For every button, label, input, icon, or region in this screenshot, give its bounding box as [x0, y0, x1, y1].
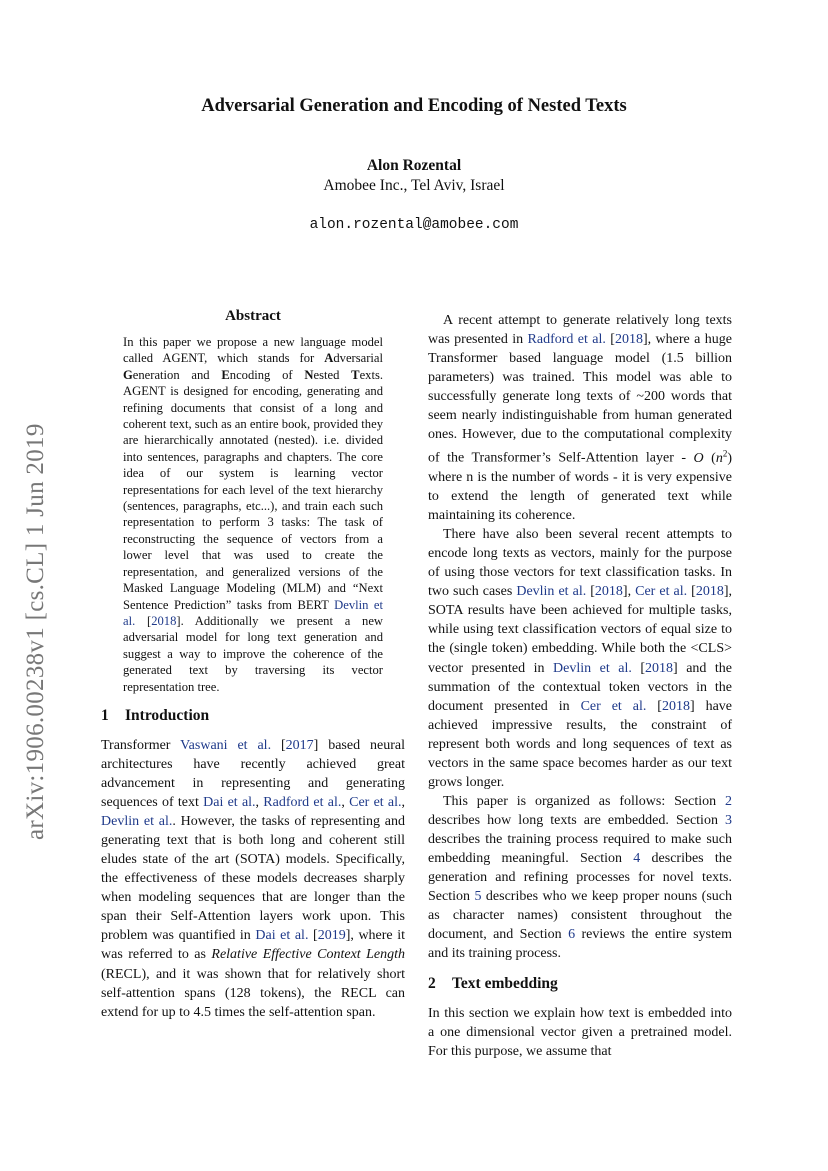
- citation-link[interactable]: Radford et al.: [527, 332, 606, 348]
- section-ref-link[interactable]: 5: [474, 889, 482, 905]
- section-heading-text-embedding: 2 Text embedding: [428, 975, 558, 993]
- abstract-heading: Abstract: [225, 308, 281, 324]
- citation-year-link[interactable]: 2019: [317, 928, 346, 944]
- citation-link[interactable]: Devlin et al.: [516, 584, 587, 600]
- paragraph-long-text-generation: A recent attempt to generate relatively long texts was presented in Radford et al. [2018], where a huge Transformer based language model (1.5 billion parameters) was trained. This model was able to successfully generate long texts of ~200 words that seem nearly indistinguishable from human generated ones. However, due to the computational complexity of the Transformer’s Self-Attention layer - O $(n^2)$ where n is the number of words - it is very expensive to extend the length of generated text while maintaining its coherence.: [428, 313, 732, 524]
- right-column: [428, 311, 732, 1061]
- arxiv-stamp: arXiv:1906.00238v1 [cs.CL] 1 Jun 2019: [22, 423, 49, 840]
- citation-year-link[interactable]: 2018: [594, 584, 623, 600]
- citation-link[interactable]: Cer et al.: [349, 795, 402, 811]
- citation-link[interactable]: Cer et al.: [580, 698, 647, 714]
- citation-link[interactable]: Vaswani et al.: [180, 737, 272, 753]
- author-name: Alon Rozental: [366, 157, 462, 174]
- text-embedding-paragraph: In this section we explain how text is embedded into a one dimensional vector given a pretrained model. For this purpose, we assume that: [428, 1006, 732, 1060]
- citation-year-link[interactable]: 2018: [661, 698, 690, 714]
- citation-link[interactable]: Cer et al.: [635, 584, 688, 600]
- citation-year-link[interactable]: 2017: [285, 737, 314, 753]
- section-ref-link[interactable]: 4: [633, 850, 641, 866]
- paragraph-long-text-encoding: There have also been several recent attempts to encode long texts as vectors, mainly for the purpose of using those vectors for text classification tasks. In two such cases Devlin et al. [2018], Cer et al. [2018], SOTA results have been achieved for multiple tasks, while using text classification vectors of equal size to the (single token) embedding. While both the <CLS> vector presented in Devlin et al. [2018] and the summation of the contextual token vectors in the document presented in Cer et al. [2018] have achieved impressive results, the constraint of represent both words and long sequences of text as vectors in the same space becomes harder as our text grows longer.: [428, 527, 733, 790]
- citation-link[interactable]: Dai et al.: [255, 928, 309, 944]
- citation-link[interactable]: Devlin et al.: [123, 597, 383, 628]
- complexity-formula: O $(n^2)$: [693, 448, 732, 466]
- intro-paragraph: Transformer Vaswani et al. [2017] based neural architectures have recently achieved great advancement in representing and generating sequences of text Dai et al., Radford et al., Cer et al., Devlin et al.. However, the tasks of representing and generating text that is both long and coherent still eludes state of the art (SOTA) models. Specifically, the effectiveness of these models decreases sharply when modeling sequences that are longer than the span their Self-Attention layers work upon. This problem was quantified in Dai et al. [2019], where it was referred to as Relative Effective Context Length (RECL), and it was shown that for relatively short self-attention spans (128 tokens), the RECL can extend for up to 4.5 times the self-attention span.: [101, 737, 406, 1020]
- author-email: alon.rozental@amobee.com: [309, 217, 519, 233]
- section-ref-link[interactable]: 2: [725, 793, 732, 809]
- citation-year-link[interactable]: 2018: [695, 584, 724, 600]
- author-affiliation: Amobee Inc., Tel Aviv, Israel: [323, 177, 505, 194]
- section-ref-link[interactable]: 3: [725, 812, 732, 828]
- paper-title: Adversarial Generation and Encoding of Nested Texts: [201, 96, 627, 116]
- citation-link[interactable]: Devlin et al.: [101, 814, 173, 830]
- citation-link[interactable]: Radford et al.: [263, 795, 342, 811]
- citation-year-link[interactable]: 2018: [645, 660, 674, 676]
- abstract-text: In this paper we propose a new language model called AGENT, which stands for Adversarial Generation and Encoding of Nested Texts. AGENT is designed for encoding, generating and refining documents that consist of a long and coherent text, such as an entire book, provided they are hierarchically annotated (nested). i.e. divided into sentences, paragraphs and chapters. The core idea of our system is learning vector representations for each level of the text hierarchy (sentences, paragraphs, etc...), and train each such representation to perform 3 tasks: The task of reconstructing the sequence of vectors from a lower level that was used to create the representation, and generalized versions of the Masked Language Modeling (MLM) and “Next Sentence Prediction” tasks from BERT Devlin et al. [2018]. Additionally we present a new adversarial model for long text generation and suggest a way to improve the coherence of the generated text by traversing its vector representation tree.: [123, 335, 384, 694]
- citation-year-link[interactable]: 2018: [614, 332, 643, 348]
- section-heading-introduction: 1 Introduction: [101, 706, 210, 724]
- citation-link[interactable]: Dai et al.: [203, 795, 256, 811]
- section-ref-link[interactable]: 6: [568, 927, 576, 943]
- citation-link[interactable]: Devlin et al.: [553, 660, 632, 676]
- paragraph-paper-organization: This paper is organized as follows: Section 2 describes how long texts are embedded. Section 3 describes the training process required to make such embedding meaningful. Section 4 describes the generation and refining processes for novel texts. Section 5 describes who we keep proper nouns (such as character names) consistent throughout the document, and Section 6 reviews the entire system and its training process.: [428, 793, 732, 962]
- left-column: [101, 308, 405, 1022]
- citation-year-link[interactable]: 2018: [151, 613, 177, 628]
